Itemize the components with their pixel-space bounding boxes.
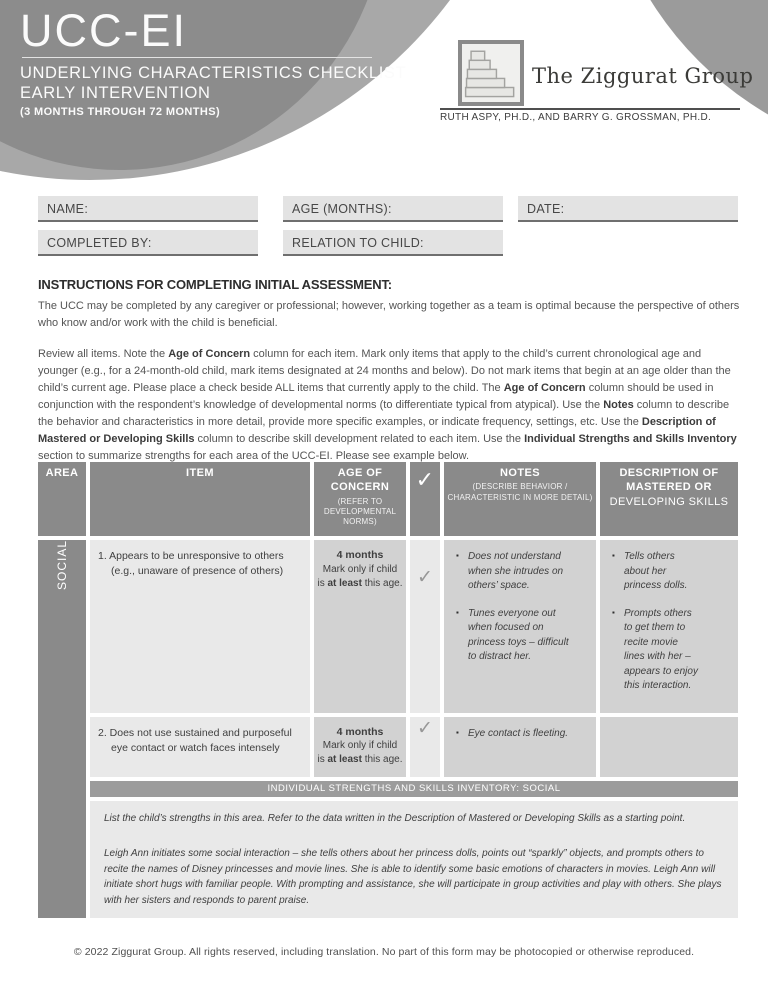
ziggurat-steps-drawing (462, 44, 520, 102)
completed-by-field[interactable]: COMPLETED BY: (38, 230, 258, 256)
item-1-skill-1: ▪ Tells others about her princess dolls. (624, 550, 698, 594)
item-2-age-cell (314, 717, 406, 777)
header-age-sub: (REFER TO DEVELOPMENTAL NORMS) (323, 496, 397, 527)
inventory-banner: INDIVIDUAL STRENGTHS AND SKILLS INVENTORY: SOCIAL (90, 781, 738, 797)
header-area: AREA (38, 462, 86, 536)
instructions-section (38, 277, 740, 479)
item-1-age-note: Mark only if child is at least this age. (317, 563, 403, 589)
area-label-cell (38, 540, 86, 918)
inventory-intro-text: List the child’s strengths in this area. Refer to the data written in the Description of Mastered or Developing Skills as a starting point. (104, 812, 686, 824)
item-1-skills-list (600, 540, 738, 713)
table-header-row (38, 462, 738, 536)
inventory-strengths-text: Leigh Ann initiates some social interaction – she tells others about her princess dolls, points out “sparkly” objects, and prompts others to recite the names of Disney princesses and movie lines. She is able to identify some basic emotions of characters in movies. Leigh Ann will initiate short hugs with familiar people. With prompting and assistance, she will participate in group activities and play with others. She plays with her sisters and responds to parent praise. (104, 848, 722, 906)
item-1-text: 1. Appears to be unresponsive to others (98, 550, 284, 562)
item-1-text-cell (90, 540, 310, 713)
header-skills-bold: DESCRIPTION OF MASTERED OR (619, 467, 719, 494)
checklist-table (34, 458, 742, 922)
table-row-item-1 (38, 540, 738, 713)
subtitle-age-range: (3 MONTHS THROUGH 72 MONTHS) (20, 105, 221, 118)
header-checkmark-icon: ✓ (410, 462, 440, 536)
instructions-paragraph-2: Review all items. Note the Age of Concern column for each item. Mark only items that apply to the child’s current chronological age and younger (e.g., for a 24-month-old child, mark items designated at 24 months and below). Do not mark items that begin at an age older than the child’s current age. Please place a check beside ALL items that currently apply to the child. The Age of Concern column should be used in conjunction with the respondent’s knowledge of developmental norms (to differentiate typical from atypical). Use the Notes column to describe the behavior and characteristics in more detail, provide more specific examples, or indicate frequency, settings, etc. Use the Description of Mastered or Developing Skills column to describe skill development related to each item. Use the Individual Strengths and Skills Inventory section to summarize strengths for each area of the UCC-EI. Please see example below. (38, 348, 737, 463)
header-skills-description (600, 462, 738, 536)
header-skills-light: DEVELOPING SKILLS (609, 495, 729, 508)
item-1-subtext: (e.g., unaware of presence of others) (111, 565, 284, 578)
item-2-text: 2. Does not use sustained and purposeful eye contact or watch faces intensely (98, 726, 292, 754)
item-2-age-note: Mark only if child is at least this age. (317, 740, 403, 766)
item-1-notes-list (444, 540, 596, 684)
name-field[interactable]: NAME: (38, 196, 258, 222)
title-block (20, 6, 406, 118)
item-1-note-2: ▪ Tunes everyone out when focused on princess toys – difficult to distract her. (468, 607, 570, 665)
item-1-age-cell (314, 540, 406, 713)
inventory-banner-row (38, 781, 738, 797)
logo-company-name: The Ziggurat Group (532, 64, 754, 88)
table-row-item-2 (38, 717, 738, 777)
header-age-main: AGE OF CONCERN (330, 467, 390, 494)
subtitle-early-intervention: EARLY INTERVENTION (20, 84, 211, 103)
item-1-skills-cell (600, 540, 738, 713)
item-1-checkmark-icon: ✓ (410, 540, 440, 713)
instructions-heading: INSTRUCTIONS FOR COMPLETING INITIAL ASSESSMENT: (38, 277, 392, 292)
header-notes (444, 462, 596, 536)
page-title: UCC-EI (20, 5, 187, 56)
area-label-social: SOCIAL (55, 540, 69, 591)
inventory-text-cell (90, 801, 738, 919)
header-notes-sub: (DESCRIBE BEHAVIOR / CHARACTERISTIC IN MORE DETAIL) (447, 482, 593, 502)
item-1-note-1: ▪ Does not understand when she intrudes on others’ space. (468, 550, 570, 594)
title-divider (22, 57, 372, 58)
item-2-notes-cell (444, 717, 596, 777)
header-notes-main: NOTES (500, 467, 540, 479)
subtitle-checklist: UNDERLYING CHARACTERISTICS CHECKLIST (20, 63, 407, 82)
instructions-paragraph-1: The UCC may be completed by any caregiver or professional; however, working together as a team is optimal because the perspective of others who know and/or work with the child is beneficial. (38, 300, 740, 330)
copyright-footer: © 2022 Ziggurat Group. All rights reserved, including translation. No part of this form may be photocopied or otherwise reproduced. (73, 946, 695, 958)
header-band (0, 0, 768, 210)
item-1-skill-2: ▪ Prompts others to get them to recite movie lines with her – appears to enjoy this interaction. (624, 607, 698, 694)
header-item: ITEM (90, 462, 310, 536)
item-2-skills-cell (600, 717, 738, 777)
age-months-field[interactable]: AGE (MONTHS): (283, 196, 503, 222)
item-2-checkmark-icon: ✓ (410, 717, 440, 777)
logo-authors-line: RUTH ASPY, PH.D., AND BARRY G. GROSSMAN, PH.D. (440, 108, 740, 123)
relation-to-child-field[interactable]: RELATION TO CHILD: (283, 230, 503, 256)
item-2-text-cell (90, 717, 310, 777)
item-2-age-value: 4 months (336, 725, 384, 738)
date-field[interactable]: DATE: (518, 196, 738, 222)
item-1-age-value: 4 months (336, 549, 384, 561)
header-age-of-concern (314, 462, 406, 536)
ziggurat-logo-icon (458, 40, 524, 106)
inventory-text-row (38, 801, 738, 919)
item-2-notes-list (444, 717, 596, 761)
item-1-notes-cell (444, 540, 596, 713)
item-2-note-1: ▪ Eye contact is fleeting. (468, 727, 570, 742)
